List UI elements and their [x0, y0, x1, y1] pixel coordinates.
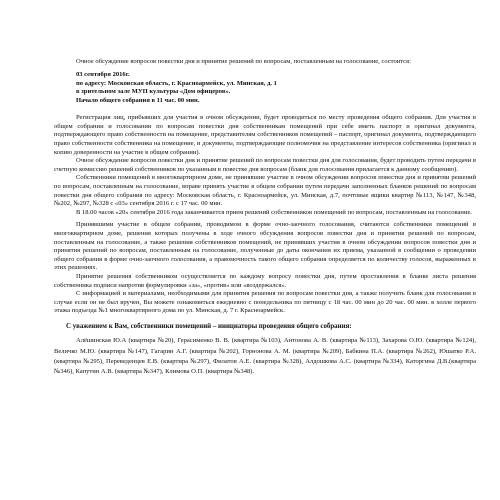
meeting-start: Начало общего собрания в 11 час. 00 мин. [76, 97, 200, 105]
paragraph-in-person: Очное обсуждение вопросов повестки дня и принятие решений по вопросам повестки дня для голосования, будет проводить путем передачи в счетную комиссию решений собственников по указанным в повестке дня вопросам (бланк для голосования прилагается к данному сообщению). [54, 157, 476, 173]
signatories-list: Алёшинская Ю.А (квартира №20), Герасименко В. В. (квартира №103), Антонова А. В. (квартира №113), Захарова О.Ю. (квартира №124), Величко М.Ю. (квартира №147), Гагарин А.Г. (квартира №202), Горнонова А. М. (квартира №209), Бабкина П.А. (квартира №262), Юшатко Р.А. (квартира №295), Переведенцев Е.В. (квартира №297), Филатов А.Е. (квартира №328), Алдошкова А.С. (квартира №334), Каторгина Д.В.(квартира №346), Капутин А.В. (квартира №347), Климова О.П. (квартира №348). [54, 337, 476, 376]
meeting-hall: в зрительном зале МУП культуры «Дом офицеров». [76, 88, 231, 96]
paragraph-materials: С информацией и материалами, необходимыми для принятия решения по вопросам повестки дня, а также получить бланк для голосования в случае если он не был вручен, Вы можете ознакомиться ежедневно с понедельника по пятницу с 18 час. 00 мин до 20 час. 00 мин. в холле первого этажа подъезда №1 многоквартирного дома по ул. Минская, д. 7 г. Красноармейск. [54, 290, 476, 315]
meeting-details [76, 71, 476, 107]
meeting-address: по адресу: Московская область, г. Красноармейск, ул. Минская, д. 1 [76, 79, 277, 87]
meeting-date: 03 сентября 2016г. [76, 70, 130, 78]
intro-paragraph: Очное обсуждение вопросов повестки дня и принятие решений по вопросам, поставленным на голосование, состоится: [76, 58, 411, 65]
paragraph-absentee: Собственники помещений в многоквартирном доме, не принявшие участие в очном обсуждении вопросов повестки дня и принятии решений по вопросам, поставленным на голосование, вправе принять участие в общем собрании путем передачи заполненных бланков решений по вопросам повестки дня общего собрания по адресу: Московская область, г. Красноармейск, ул. Минская, д.7, почтовые ящики квартир №113, №147, №348, №202, №297, №328 с «03» сентября 2016 г. с 17 час. 00 мин. [54, 174, 476, 208]
signature-title: С уважением к Вам, собственники помещений – инициаторы проведения общего собрания: [66, 322, 352, 330]
paragraph-decision: Принятие решения собственником осуществляется по каждому вопросу повестки дня, путем проставления в бланке листа решения собственника подписи напротив формулировки «за», «против» или «воздержался». [54, 272, 476, 289]
paragraph-participants: Принявшими участие в общем собрании, проводимом в форме очно-заочного голосования, считаются собственники помещений в многоквартирном доме, решения которых получены в ходе очного обсуждения вопросов повестки дня и принятия решений по вопросам, поставленным на голосование, а также решения собственников помещений, не принявших участия в очном обсуждении вопросов повестки дня и принятия решений по вопросам, поставленным на голосование, полученные до даты окончания их приема, указанной в сообщении о проведении общего собрания в форме очно-заочного голосования, а правомочность такого общего собрания определяется по количеству голосов, выраженных в этих решениях. [54, 221, 476, 272]
paragraph-registration: Регистрация лиц, прибывших для участия в очном обсуждении, будет проводиться по месту проведения общего собрания. Для участия в общем собрании и голосовании по вопросам повестки дня собственникам помещений при себе иметь паспорт и оригинал документа, подтверждающего право собственности на помещение, представителям собственников помещений – паспорт, оригинал документа, подтверждающего право собственности собственника на помещение, и документы, подтверждающие полномочия на представление интересов собственника (оригинал и копию доверенности на участие в общем собрании). [54, 114, 476, 156]
paragraph-deadline: В 18.00 часов «20» сентября 2016 года заканчивается прием решений собственников помещений по вопросам, поставленным на голосование. [76, 208, 472, 216]
